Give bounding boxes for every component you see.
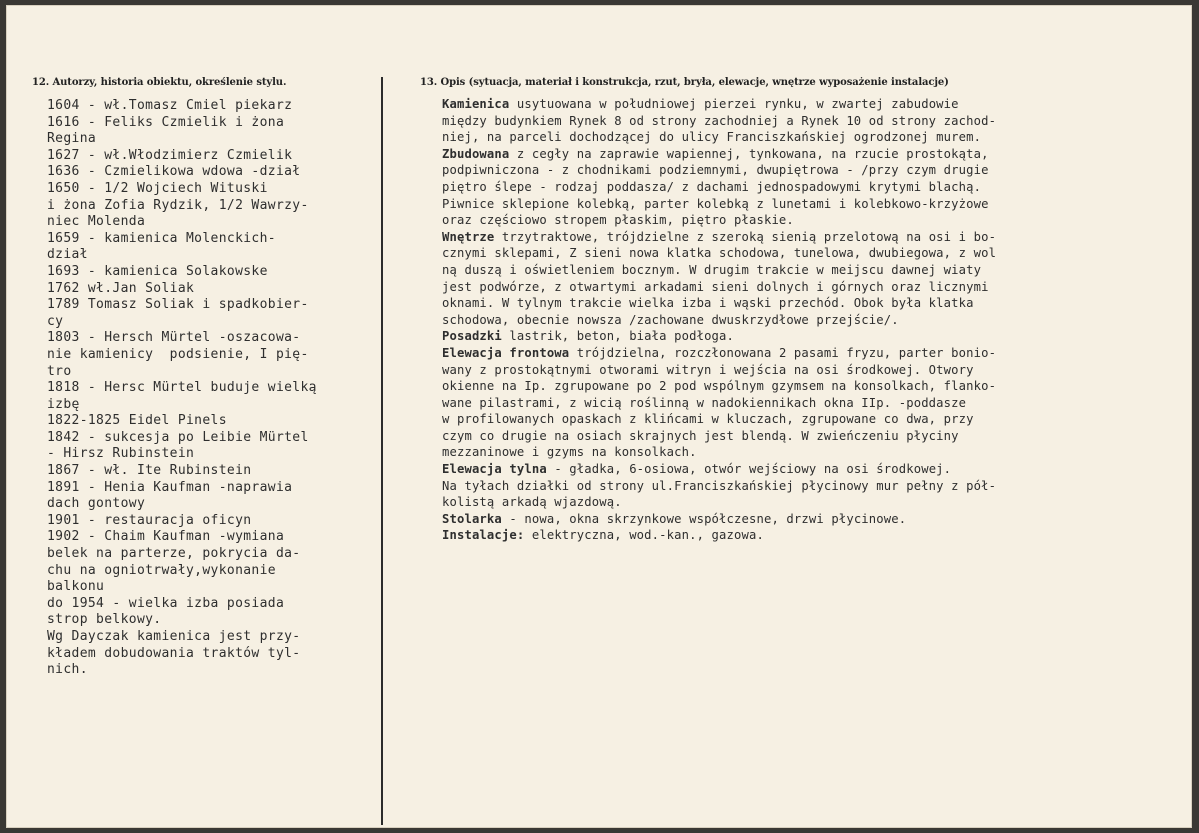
history-line: 1650 - 1/2 Wojciech Wituski — [47, 180, 268, 196]
description-text-run: - gładka, 6-osiowa, otwór wejściowy na osi środkowej. — [546, 462, 952, 477]
description-line — [442, 328, 996, 345]
description-line — [442, 428, 996, 445]
description-text-run: ną duszą i oświetleniem bocznym. W drugim trakcie w meijscu dawnej wiaty — [442, 262, 982, 277]
history-line: 1659 - kamienica Molenckich- — [47, 230, 276, 246]
description-line — [442, 312, 996, 329]
description-text-run: oknami. W tylnym trakcie wielka izba i wąski przechód. Obok była klatka — [442, 296, 974, 311]
description-line — [442, 113, 996, 130]
description-line — [442, 378, 996, 395]
record-card — [6, 5, 1192, 828]
description-line — [442, 295, 996, 312]
history-line: strop belkowy. — [47, 612, 162, 628]
description-line — [442, 179, 996, 196]
history-line: 1616 - Feliks Czmielik i żona — [47, 114, 285, 130]
section-label: Elewacja frontowa — [442, 345, 570, 360]
description-text-run: usytuowana w południowej pierzei rynku, w zwartej zabudowie — [509, 97, 959, 111]
description-heading: 13. Opis (sytuacja, materiał i konstrukcja, rzut, bryła, elewacje, wnętrze wyposażenie instalacje) — [420, 77, 949, 88]
history-line: balkonu — [47, 579, 105, 595]
history-heading: 12. Autorzy, historia obiektu, określenie stylu. — [32, 77, 287, 88]
history-line: 1803 - Hersch Mürtel -oszacowa- — [47, 330, 301, 346]
history-line: niec Molenda — [47, 214, 146, 230]
history-line: izbę — [47, 396, 80, 412]
history-line: do 1954 - wielka izba posiada — [47, 595, 285, 611]
section-label: Elewacja tylna — [442, 462, 547, 477]
history-text — [47, 98, 317, 679]
description-line — [442, 478, 996, 495]
description-line — [442, 245, 996, 262]
description-text-run: cznymi sklepami, Z sieni nowa klatka schodowa, tunelowa, dwubiegowa, z wol — [442, 246, 997, 261]
description-text-run: oraz częściowo stropem płaskim, piętro płaskie. — [442, 213, 794, 228]
description-text-run: schodowa, obecnie nowsza /zachowane dwuskrzydłowe przejście/. — [442, 312, 899, 327]
section-label: Instalacje: — [442, 528, 525, 543]
history-line: i żona Zofia Rydzik, 1/2 Wawrzy- — [47, 197, 309, 213]
description-line — [442, 162, 996, 179]
description-text-run: lastrik, beton, biała podłoga. — [501, 329, 735, 344]
history-line: 1636 - Czmielikowa wdowa -dział — [47, 164, 301, 180]
description-text-run: trójdzielna, rozczłonowana 2 pasami fryzu, parter bonio- — [569, 345, 997, 360]
history-line: belek na parterze, pokrycia da- — [47, 546, 301, 562]
section-label: Posadzki — [442, 329, 502, 344]
description-line — [442, 229, 996, 246]
description-text-run: Piwnice sklepione kolebką, parter kolebką z lunetami i kolebkowo-krzyżowe — [442, 196, 989, 211]
history-line: - Hirsz Rubinstein — [47, 446, 195, 462]
section-label: Stolarka — [442, 511, 502, 526]
description-line — [442, 262, 996, 279]
history-line: 1867 - wł. Ite Rubinstein — [47, 463, 252, 479]
history-line: 1693 - kamienica Solakowske — [47, 263, 268, 279]
history-line: 1891 - Henia Kaufman -naprawia — [47, 479, 293, 495]
description-text-run: kolistą arkadą wjazdową. — [442, 495, 622, 510]
history-line: nich. — [47, 662, 88, 678]
column-divider — [381, 77, 383, 825]
description-text-run: trzytraktowe, trójdzielne z szeroką sienią przelotową na osi i bo- — [494, 229, 997, 244]
description-text-run: elektryczna, wod.-kan., gazowa. — [524, 528, 764, 543]
description-line — [442, 511, 996, 528]
description-text-run: - nowa, okna skrzynkowe współczesne, drzwi płycinowe. — [501, 511, 907, 526]
history-line: 1604 - wł.Tomasz Cmiel piekarz — [47, 98, 293, 113]
history-line: tro — [47, 363, 72, 379]
description-text-run: niej, na parceli dochodzącej do ulicy Franciszkańskiej ogrodzonej murem. — [442, 130, 982, 145]
description-text-run: podpiwniczona - z chodnikami podziemnymi, dwupiętrowa - /przy czym drugie — [442, 163, 989, 178]
section-label: Wnętrze — [442, 229, 495, 244]
description-line — [442, 212, 996, 229]
description-line — [442, 444, 996, 461]
description-line — [442, 494, 996, 511]
description-line — [442, 411, 996, 428]
history-line: 1901 - restauracja oficyn — [47, 512, 252, 528]
section-label: Kamienica — [442, 97, 510, 111]
history-line: dach gontowy — [47, 496, 146, 512]
description-line — [442, 362, 996, 379]
description-line — [442, 345, 996, 362]
description-text-run: okienne na Ip. zgrupowane po 2 pod wspólnym gzymsem na konsolkach, flanko- — [442, 379, 997, 394]
history-line: 1842 - sukcesja po Leibie Mürtel — [47, 429, 309, 445]
description-text — [442, 96, 996, 544]
history-line: Regina — [47, 131, 97, 147]
description-line — [442, 279, 996, 296]
history-line: Wg Dayczak kamienica jest przy- — [47, 629, 301, 644]
description-text-run: piętro ślepe - rodzaj poddasza/ z dachami jednospadowymi krytymi blachą. — [442, 179, 982, 194]
description-text-run: w profilowanych opaskach z klińcami w kluczach, zgrupowane co dwa, przy — [442, 412, 974, 427]
description-text-run: jest podwórze, z otwartymi arkadami sieni dolnych i górnych oraz licznymi — [442, 279, 989, 294]
section-label: Zbudowana — [442, 146, 510, 161]
description-text-run: z cegły na zaprawie wapiennej, tynkowana, na rzucie prostokąta, — [509, 146, 989, 161]
description-line — [442, 129, 996, 146]
history-line: 1789 Tomasz Soliak i spadkobier- — [47, 297, 309, 313]
description-text-run: między budynkiem Rynek 8 od strony zachodniej a Rynek 10 od strony zachod- — [442, 113, 997, 128]
history-line: 1818 - Hersc Mürtel buduje wielką — [47, 380, 317, 396]
history-line: cy — [47, 313, 64, 329]
description-text-run: mezzaninowe i gzyms na konsolkach. — [442, 445, 697, 460]
history-line: dział — [47, 247, 88, 263]
description-line — [442, 96, 996, 113]
description-text-run: wany z prostokątnymi otworami witryn i wejścia na osi środkowej. Otwory — [442, 362, 974, 377]
history-line: 1627 - wł.Włodzimierz Czmielik — [47, 147, 293, 163]
description-line — [442, 146, 996, 163]
description-line — [442, 196, 996, 213]
history-line: 1902 - Chaim Kaufman -wymiana — [47, 529, 285, 545]
history-line: nie kamienicy podsienie, I pię- — [47, 346, 309, 362]
description-text-run: wane pilastrami, z wicią roślinną w nadokiennikach okna IIp. -poddasze — [442, 395, 967, 410]
history-line: 1822-1825 Eidel Pinels — [47, 413, 227, 429]
description-text-run: czym co drugie na osiach skrajnych jest blendą. W zwieńczeniu płyciny — [442, 428, 959, 443]
history-line: chu na ogniotrwały,wykonanie — [47, 562, 276, 578]
history-line: 1762 wł.Jan Soliak — [47, 280, 195, 296]
history-line: kładem dobudowania traktów tyl- — [47, 645, 301, 661]
description-line — [442, 527, 996, 544]
description-text-run: Na tyłach działki od strony ul.Franciszkańskiej płycinowy mur pełny z pół- — [442, 478, 997, 493]
description-line — [442, 461, 996, 478]
description-line — [442, 395, 996, 412]
